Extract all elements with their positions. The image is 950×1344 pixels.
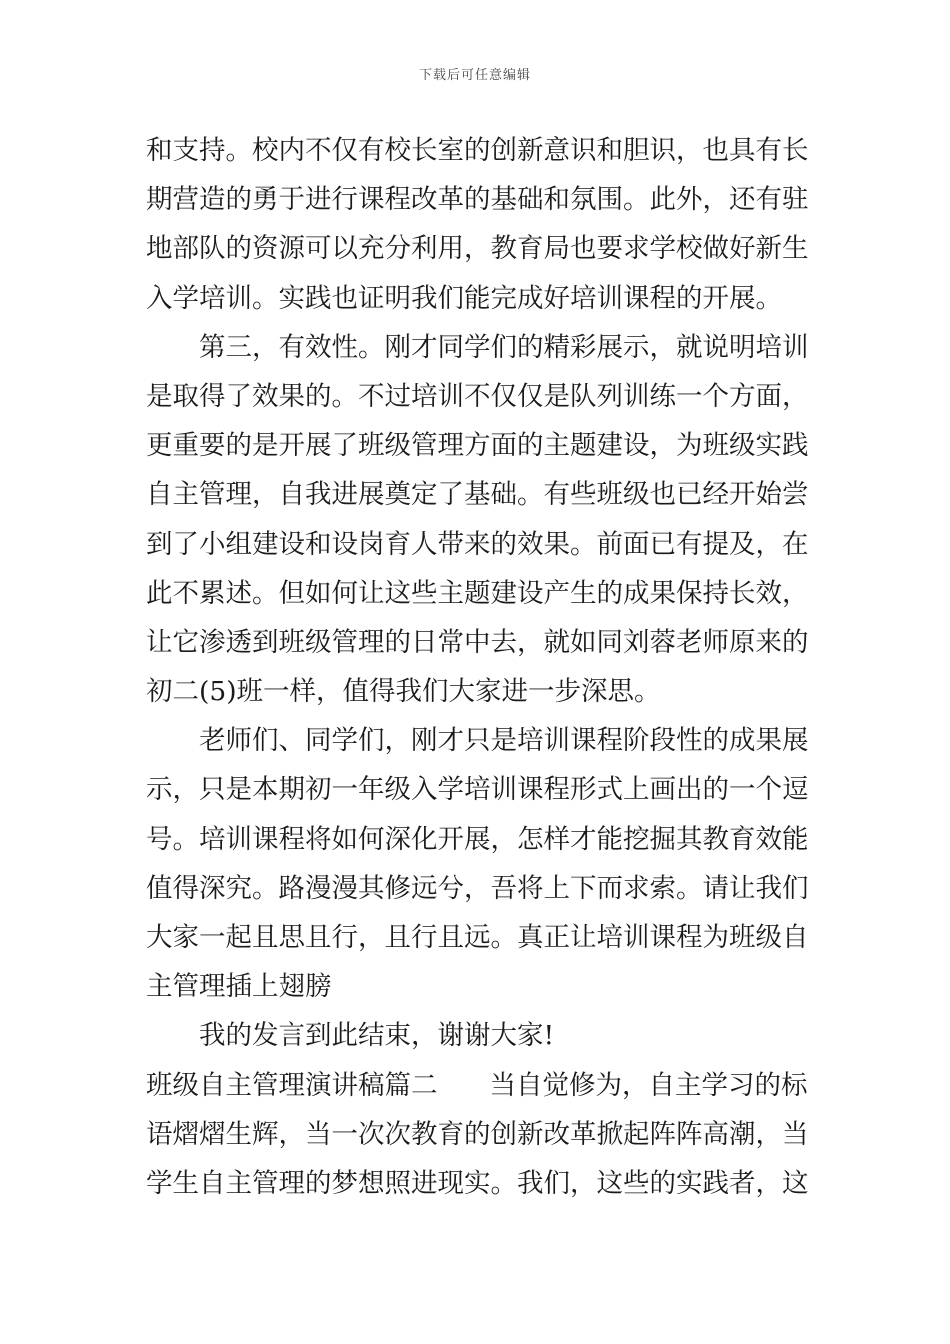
section-title: 班级自主管理演讲稿篇二 bbox=[146, 1069, 438, 1101]
text-line: 更重要的是开展了班级管理方面的主题建设，为班级实践 bbox=[146, 430, 809, 462]
text-line: 到了小组建设和设岗育人带来的效果。前面已有提及，在 bbox=[146, 528, 809, 560]
paragraph-first-line: 第三，有效性。刚才同学们的精彩展示，就说明培训 bbox=[199, 331, 809, 363]
text-line: 入学培训。实践也证明我们能完成好培训课程的开展。 bbox=[146, 282, 782, 314]
section-heading-line bbox=[146, 1061, 806, 1110]
text-line: 主管理插上翅膀 bbox=[146, 971, 332, 1003]
paragraph-first-line: 老师们、同学们，刚才只是培训课程阶段性的成果展 bbox=[199, 725, 809, 757]
text-line: 是取得了效果的。不过培训不仅仅是队列训练一个方面， bbox=[146, 380, 809, 412]
text-line: 地部队的资源可以充分利用，教育局也要求学校做好新生 bbox=[146, 233, 809, 265]
text-line: 自主管理，自我进展奠定了基础。有些班级也已经开始尝 bbox=[146, 479, 809, 511]
text-line: 此不累述。但如何让这些主题建设产生的成果保持长效， bbox=[146, 577, 809, 609]
closing-line: 我的发言到此结束，谢谢大家! bbox=[199, 1020, 555, 1052]
section-first-text: 当自觉修为，自主学习的标 bbox=[489, 1069, 808, 1101]
text-line: 值得深究。路漫漫其修远兮，吾将上下而求索。请让我们 bbox=[146, 872, 809, 904]
text-line: 让它渗透到班级管理的日常中去，就如同刘蓉老师原来的 bbox=[146, 626, 809, 658]
text-line: 示，只是本期初一年级入学培训课程形式上画出的一个逗 bbox=[146, 774, 809, 806]
text-line: 期营造的勇于进行课程改革的基础和氛围。此外，还有驻 bbox=[146, 184, 809, 216]
text-line: 号。培训课程将如何深化开展，怎样才能挖掘其教育效能 bbox=[146, 823, 809, 855]
document-body bbox=[146, 126, 809, 1208]
text-line: 和支持。校内不仅有校长室的创新意识和胆识，也具有长 bbox=[146, 135, 809, 166]
page-header: 下载后可任意编辑 bbox=[418, 68, 531, 83]
text-line: 学生自主管理的梦想照进现实。我们，这些的实践者，这 bbox=[146, 1167, 809, 1199]
text-line: 语熠熠生辉，当一次次教育的创新改革掀起阵阵高潮，当 bbox=[146, 1118, 809, 1150]
text-line: 初二(5)班一样，值得我们大家进一步深思。 bbox=[146, 676, 661, 708]
text-line: 大家一起且思且行，且行且远。真正让培训课程为班级自 bbox=[146, 922, 809, 953]
